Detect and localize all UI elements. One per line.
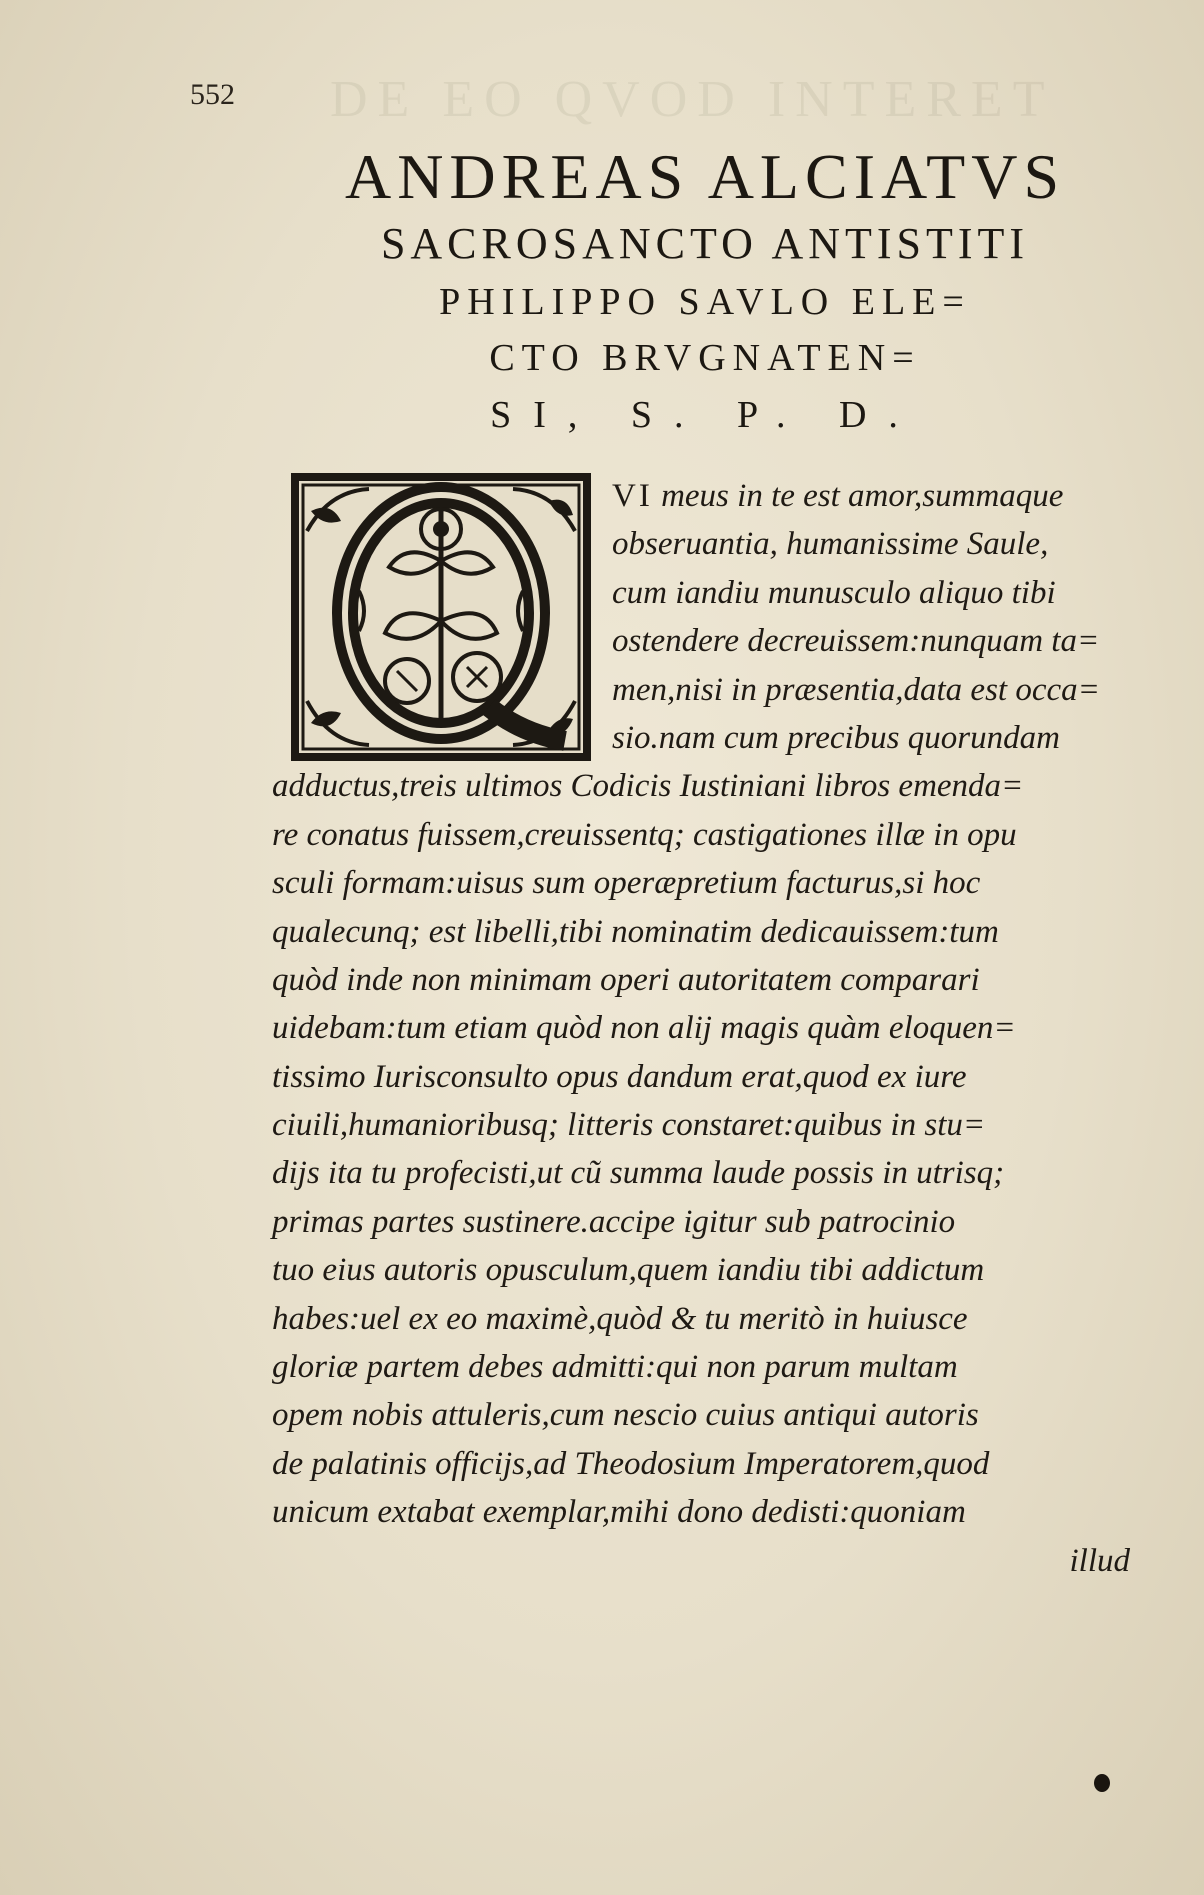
heading-line-3: PHILIPPO SAVLO ELE= <box>439 281 971 323</box>
text-line: unicum extabat exemplar,mihi dono dedisti:quoniam <box>272 1494 966 1531</box>
text-line: obseruantia, humanissime Saule, <box>612 526 1049 563</box>
text-line: de palatinis officijs,ad Theodosium Imperatorem,quod <box>272 1445 990 1482</box>
catchword: illud <box>1069 1542 1130 1579</box>
text-line: qualecunq; est libelli,tibi nominatim dedicauissem:tum <box>272 913 999 950</box>
heading-line-author: ANDREAS ALCIATVS <box>344 141 1066 212</box>
text-line: men,nisi in præsentia,data est occa= <box>612 671 1100 708</box>
text-line: opem nobis attuleris,cum nescio cuius antiqui autoris <box>272 1397 979 1434</box>
text-line: tissimo Iurisconsulto opus dandum erat,quod ex iure <box>272 1058 967 1095</box>
text-line: re conatus fuissem,creuissentq; castigationes illæ in opu <box>272 816 1017 853</box>
dedication-text <box>272 472 1130 1585</box>
heading-line-4: CTO BRVGNATEN= <box>489 337 921 379</box>
page-number: 552 <box>190 78 235 111</box>
lead-word: VI <box>612 478 653 514</box>
show-through-text: DE EO QVOD INTERET <box>330 71 1055 128</box>
heading-line-5: SI, S. P. D. <box>490 394 920 436</box>
text-line: cum iandiu munusculo aliquo tibi <box>612 574 1056 611</box>
text-line: tuo eius autoris opusculum,quem iandiu tibi addictum <box>272 1252 985 1289</box>
text-line: VI meus in te est amor,summaque <box>612 478 1064 514</box>
text-line: ostendere decreuissem:nunquam ta= <box>612 623 1100 660</box>
text-line: sculi formam:uisus sum operæpretium facturus,si hoc <box>272 865 981 902</box>
text-line: dijs ita tu profecisti,ut cũ summa laude possis in utrisq; <box>272 1155 1005 1192</box>
heading-line-2: SACROSANCTO ANTISTITI <box>380 219 1030 268</box>
text-line: habes:uel ex eo maximè,quòd & tu meritò in huiusce <box>272 1300 968 1337</box>
text-line: sio.nam cum precibus quorundam <box>612 719 1060 756</box>
text-line: gloriæ partem debes admitti:qui non parum multam <box>272 1349 958 1386</box>
text-line: quòd inde non minimam operi autoritatem comparari <box>272 961 980 998</box>
ink-speck <box>1094 1774 1110 1792</box>
text-line: uidebam:tum etiam quòd non alij magis quàm eloquen= <box>272 1010 1016 1047</box>
text-line: ciuili,humanioribusq; litteris constaret:quibus in stu= <box>272 1107 986 1144</box>
text-line: primas partes sustinere.accipe igitur sub patrocinio <box>272 1203 956 1240</box>
text-line: adductus,treis ultimos Codicis Iustiniani libros emenda= <box>272 768 1024 805</box>
dedication-heading <box>270 140 1140 444</box>
